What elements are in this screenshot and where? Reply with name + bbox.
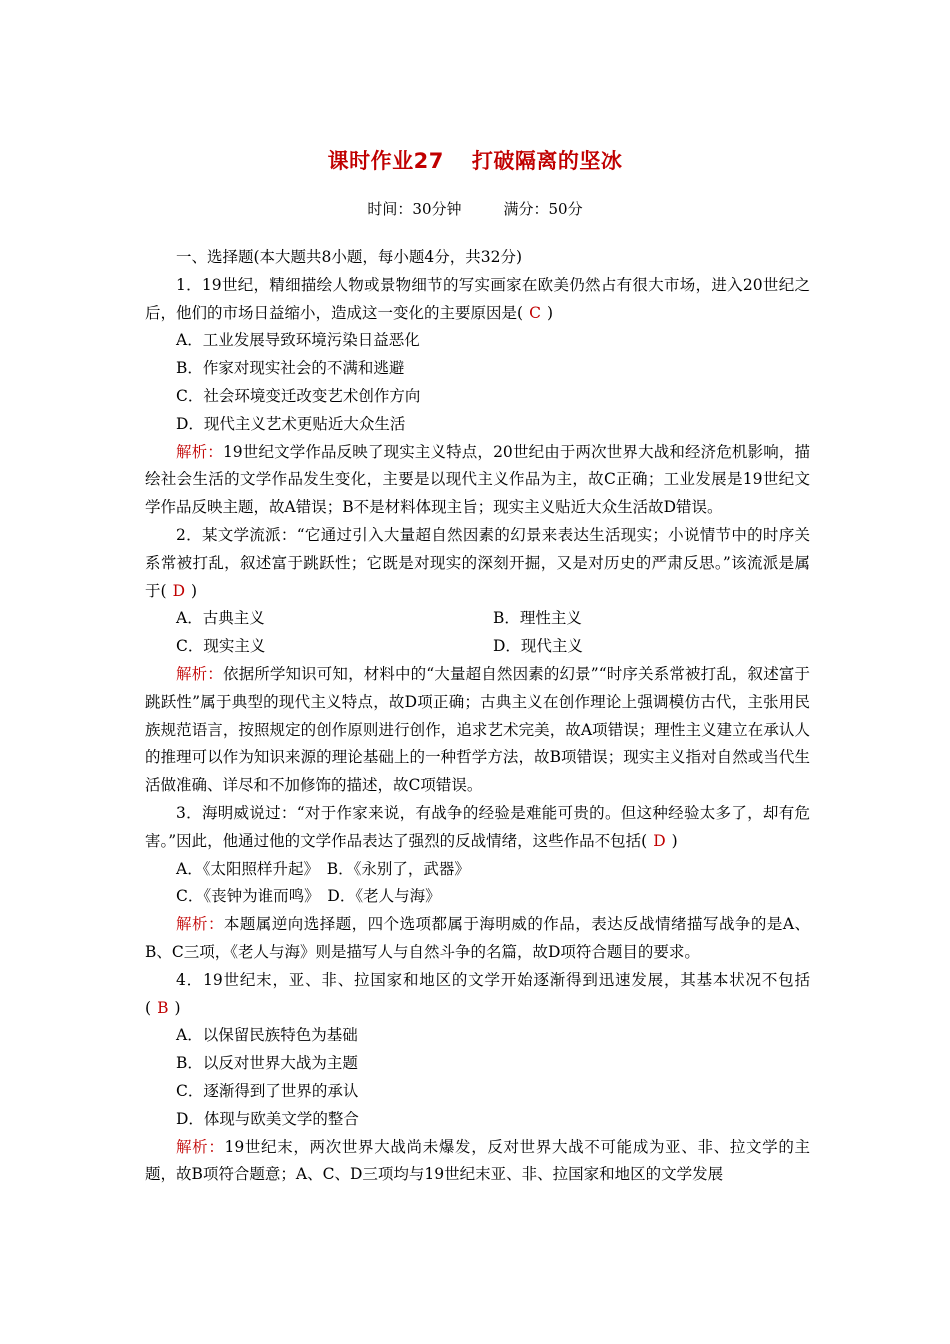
exam-meta [0,198,950,219]
question-stem: 3．海明威说过：“对于作家来说，有战争的经验是难能可贵的。但这种经验太多了，却有危害。”因此，他通过他的文学作品表达了强烈的反战情绪，这些作品不包括( D ) [145,803,810,850]
option-row [145,856,810,884]
explanation: 解析：19世纪文学作品反映了现实主义特点，20世纪由于两次世界大战和经济危机影响，描绘社会生活的文学作品发生变化，主要是以现代主义作品为主，故C正确；工业发展是19世纪文学作品反映主题，故A错误；B不是材料体现主旨；现实主义贴近大众生活故D错误。 [145,442,810,517]
time-limit: 时间：30分钟 [367,200,462,218]
option-row [145,633,810,661]
option: C．现实主义 [176,637,266,656]
option: A．工业发展导致环境污染日益恶化 [176,331,420,350]
question-stem: 2．某文学流派：“它通过引入大量超自然因素的幻景来表达生活现实；小说情节中的时序关系常被打乱，叙述富于跳跃性；它既是对现实的深刻开掘，又是对历史的严肃反思。”该流派是属于( D ) [145,525,810,600]
option: C．《丧钟为谁而鸣》 [176,887,312,906]
explanation: 解析：本题属逆向选择题，四个选项都属于海明威的作品，表达反战情绪描写战争的是A、B、C三项，《老人与海》则是描写人与自然斗争的名篇，故D项符合题目的要求。 [145,915,810,961]
explanation: 解析：依据所学知识可知，材料中的“大量超自然因素的幻景”“时序关系常被打乱，叙述富于跳跃性”属于典型的现代主义特点，故D项正确；古典主义在创作理论上强调模仿古代，主张用民族规范语言，按照规定的创作原则进行创作，追求艺术完美，故A项错误；理性主义建立在承认人的推理可以作为知识来源的理论基础上的一种哲学方法，故B项错误；现实主义指对自然或当代生活做准确、详尽和不加修饰的描述，故C项错误。 [145,664,810,795]
option: C．逐渐得到了世界的承认 [176,1081,359,1100]
page-title [0,145,950,175]
question-content [145,244,810,1189]
explanation-label: 解析： [176,664,223,683]
option: A．以保留民族特色为基础 [176,1026,358,1045]
question-stem: 1．19世纪，精细描绘人物或景物细节的写实画家在欧美仍然占有很大市场，进入20世纪之后，他们的市场日益缩小，造成这一变化的主要原因是( C ) [145,275,810,322]
option: B．作家对现实社会的不满和逃避 [176,359,405,378]
answer-mark: C [529,303,541,322]
section-heading: 一、选择题(本大题共8小题，每小题4分，共32分) [176,248,523,266]
explanation: 解析：19世纪末，两次世界大战尚未爆发，反对世界大战不可能成为亚、非、拉文学的主题，故B项符合题意；A、C、D三项均与19世纪末亚、非、拉国家和地区的文学发展 [145,1137,810,1184]
title-main: 课时作业27 [327,149,444,173]
explanation-label: 解析： [176,442,223,461]
question-stem: 4．19世纪末，亚、非、拉国家和地区的文学开始逐渐得到迅速发展，其基本状况不包括( B ) [145,970,810,1017]
title-sub: 打破隔离的坚冰 [471,149,623,173]
option: D．现代主义艺术更贴近大众生活 [176,414,406,433]
answer-mark: D [653,831,666,850]
answer-mark: D [172,581,185,600]
option: C．社会环境变迁改变艺术创作方向 [176,386,421,405]
option: D．现代主义 [493,637,583,656]
option-row [145,605,810,633]
option: B．《永别了，武器》 [326,859,470,878]
option: B．以反对世界大战为主题 [176,1054,358,1073]
option: B．理性主义 [493,609,582,628]
option: A．古典主义 [176,609,265,628]
option: D．《老人与海》 [327,887,441,906]
explanation-label: 解析： [176,915,224,934]
explanation-label: 解析： [176,1137,225,1156]
option: A．《太阳照样升起》 [176,859,312,878]
full-score: 满分：50分 [503,200,583,218]
option-row [145,883,810,911]
option: D．体现与欧美文学的整合 [176,1109,359,1128]
answer-mark: B [157,998,169,1017]
